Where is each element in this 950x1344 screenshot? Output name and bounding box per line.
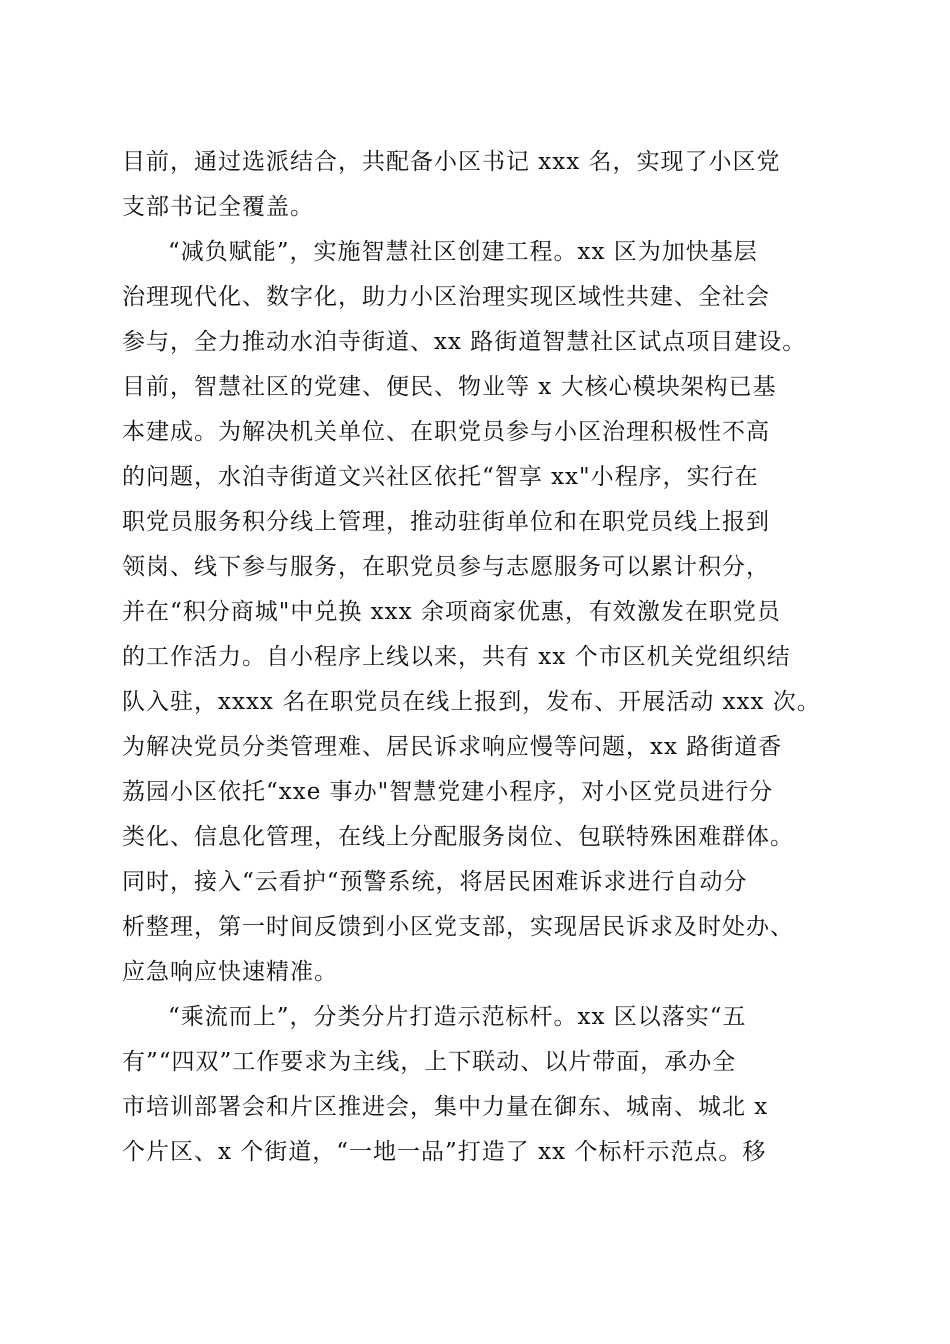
text-line: 的问题，水泊寺街道文兴社区依托“智享 xx"小程序，实行在 xyxy=(122,464,759,490)
text-line: 职党员服务积分线上管理，推动驻街单位和在职党员线上报到 xyxy=(122,509,770,535)
text-line: 目前，通过选派结合，共配备小区书记 xxx 名，实现了小区党 xyxy=(122,149,781,175)
text-line: 的工作活力。自小程序上线以来，共有 xx 个市区机关党组织结 xyxy=(122,644,791,670)
text-line: 应急响应快速精准。 xyxy=(122,959,338,985)
text-line: 荔园小区依托“xxe 事办"智慧党建小程序，对小区党员进行分 xyxy=(122,779,774,805)
text-line: 领岗、线下参与服务，在职党员参与志愿服务可以累计积分， xyxy=(122,554,770,580)
text-line: 并在“积分商城"中兑换 xxx 余项商家优惠，有效激发在职党员 xyxy=(122,599,781,625)
text-line: 个片区、x 个街道，“一地一品”打造了 xx 个标杆示范点。移 xyxy=(122,1139,767,1165)
document-body xyxy=(122,140,832,1175)
text-line: 队入驻，xxxx 名在职党员在线上报到，发布、开展活动 xxx 次。 xyxy=(122,689,821,715)
text-line: “减负赋能”，实施智慧社区创建工程。xx 区为加快基层 xyxy=(168,239,758,265)
text-line: 类化、信息化管理，在线上分配服务岗位、包联特殊困难群体。 xyxy=(122,824,794,850)
text-line: 市培训部署会和片区推进会，集中力量在御东、城南、城北 x xyxy=(122,1094,769,1120)
text-line: 有”“四双”工作要求为主线，上下联动、以片带面，承办全 xyxy=(122,1049,737,1075)
text-line: 本建成。为解决机关单位、在职党员参与小区治理积极性不高 xyxy=(122,419,770,445)
text-line: 为解决党员分类管理难、居民诉求响应慢等问题，xx 路街道香 xyxy=(122,734,783,760)
text-line: 治理现代化、数字化，助力小区治理实现区域性共建、全社会 xyxy=(122,284,770,310)
text-line: 析整理，第一时间反馈到小区党支部，实现居民诉求及时处办、 xyxy=(122,914,794,940)
text-line: 支部书记全覆盖。 xyxy=(122,194,314,220)
text-line: “乘流而上”，分类分片打造示范标杆。xx 区以落实“五 xyxy=(168,1004,747,1030)
text-line: 目前，智慧社区的党建、便民、物业等 x 大核心模块架构已基 xyxy=(122,374,777,400)
text-line: 同时，接入“云看护“预警系统，将居民困难诉求进行自动分 xyxy=(122,869,748,895)
text-line: 参与，全力推动水泊寺街道、xx 路街道智慧社区试点项目建设。 xyxy=(122,329,807,355)
